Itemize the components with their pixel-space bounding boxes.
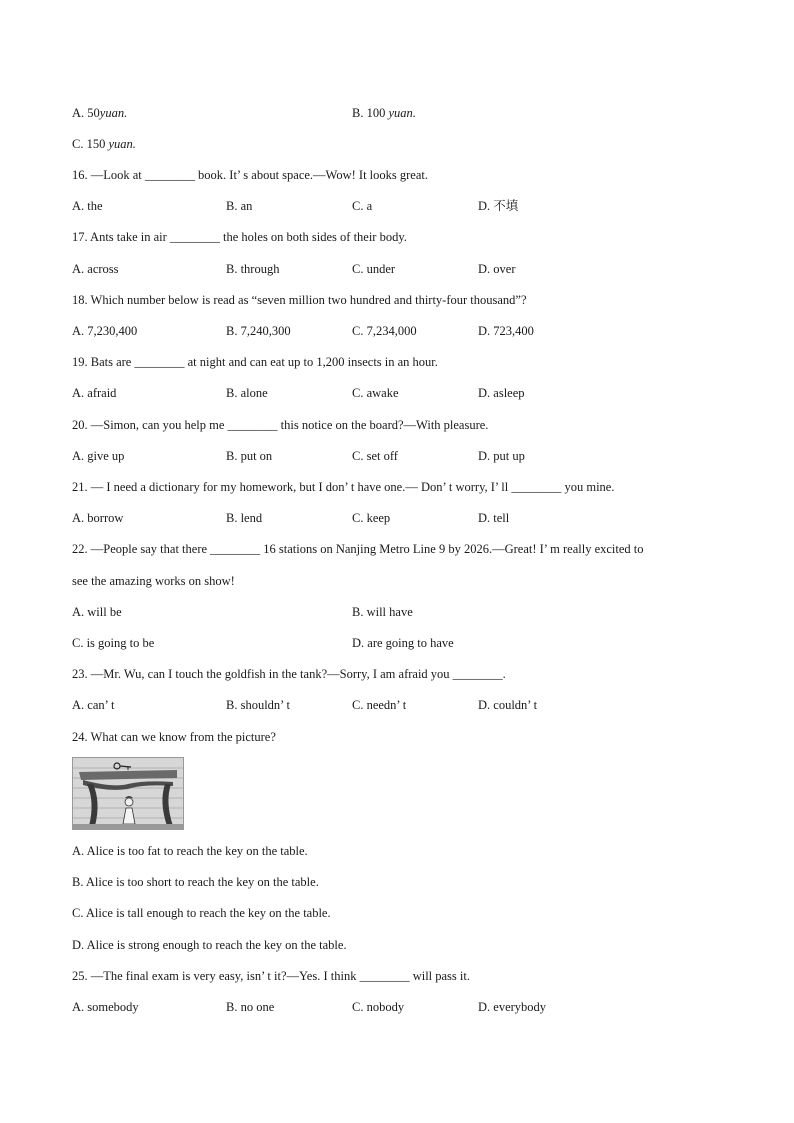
q15-option-a: A. 50yuan.	[72, 106, 128, 120]
q17-stem: 17. Ants take in air ________ the holes on both sides of their body.	[72, 230, 407, 244]
q25-option-c: C. nobody	[352, 1000, 405, 1014]
q21-stem: 21. — I need a dictionary for my homework, but I don’ t have one.— Don’ t worry, I’ ll ________ you mine.	[72, 480, 615, 494]
q21-option-c: C. keep	[352, 511, 391, 525]
q20-option-a: A. give up	[72, 449, 125, 463]
q25-option-b: B. no one	[226, 1000, 275, 1014]
q16-option-d: D. 不填	[478, 199, 519, 213]
q18-option-a: A. 7,230,400	[72, 324, 138, 338]
q24-option-d: D. Alice is strong enough to reach the key on the table.	[72, 938, 347, 952]
q25-option-a: A. somebody	[72, 1000, 139, 1014]
q18-options	[72, 322, 732, 340]
q19-option-d: D. asleep	[478, 386, 525, 400]
q19-stem: 19. Bats are ________ at night and can eat up to 1,200 insects in an hour.	[72, 355, 438, 369]
q19-option-b: B. alone	[226, 386, 268, 400]
q23-option-d: D. couldn’ t	[478, 698, 538, 712]
q17-options	[72, 260, 732, 278]
q18-option-b: B. 7,240,300	[226, 324, 291, 338]
q15-option-c: C. 150 yuan.	[72, 137, 136, 151]
q19-option-c: C. awake	[352, 386, 399, 400]
q20-option-d: D. put up	[478, 449, 525, 463]
q18-option-c: C. 7,234,000	[352, 324, 417, 338]
q22-option-d: D. are going to have	[352, 636, 454, 650]
q22-options-row-2	[72, 634, 732, 652]
q17-option-d: D. over	[478, 262, 516, 276]
q24-picture-alice-table-key	[72, 757, 184, 830]
q15-option-b: B. 100 yuan.	[352, 106, 416, 120]
q19-options	[72, 384, 732, 402]
alice-under-table-illustration	[73, 758, 183, 829]
q22-option-c: C. is going to be	[72, 636, 155, 650]
q23-option-b: B. shouldn’ t	[226, 698, 291, 712]
q20-stem: 20. —Simon, can you help me ________ this notice on the board?—With pleasure.	[72, 418, 489, 432]
q18-option-d: D. 723,400	[478, 324, 534, 338]
q24-option-c: C. Alice is tall enough to reach the key on the table.	[72, 906, 331, 920]
q20-option-c: C. set off	[352, 449, 398, 463]
q22-option-b: B. will have	[352, 605, 413, 619]
q16-option-a: A. the	[72, 199, 103, 213]
q22-options-row-1	[72, 603, 732, 621]
q22-option-a: A. will be	[72, 605, 122, 619]
q22-stem-line-2: see the amazing works on show!	[72, 574, 235, 588]
q17-option-c: C. under	[352, 262, 396, 276]
q18-stem: 18. Which number below is read as “seven million two hundred and thirty-four thousand”?	[72, 293, 527, 307]
q24-option-b: B. Alice is too short to reach the key on the table.	[72, 875, 319, 889]
q21-options	[72, 509, 732, 527]
q23-options	[72, 696, 732, 714]
q15-options-row-2	[72, 135, 732, 153]
q24-stem: 24. What can we know from the picture?	[72, 730, 276, 744]
q23-option-a: A. can’ t	[72, 698, 115, 712]
q21-option-b: B. lend	[226, 511, 263, 525]
q25-options	[72, 998, 732, 1016]
q17-option-b: B. through	[226, 262, 280, 276]
q15-options-row-1	[72, 104, 732, 122]
q20-options	[72, 447, 732, 465]
q21-option-d: D. tell	[478, 511, 510, 525]
q16-option-b: B. an	[226, 199, 253, 213]
q19-option-a: A. afraid	[72, 386, 117, 400]
q16-option-c: C. a	[352, 199, 373, 213]
q16-stem: 16. —Look at ________ book. It’ s about space.—Wow! It looks great.	[72, 168, 428, 182]
q23-option-c: C. needn’ t	[352, 698, 407, 712]
q23-stem: 23. —Mr. Wu, can I touch the goldfish in the tank?—Sorry, I am afraid you ________.	[72, 667, 506, 681]
q16-options	[72, 197, 732, 215]
q22-stem-line-1: 22. —People say that there ________ 16 stations on Nanjing Metro Line 9 by 2026.—Great! I’ m really excited to	[72, 542, 644, 556]
q21-option-a: A. borrow	[72, 511, 124, 525]
q25-stem: 25. —The final exam is very easy, isn’ t it?—Yes. I think ________ will pass it.	[72, 969, 470, 983]
q25-option-d: D. everybody	[478, 1000, 547, 1014]
q24-option-a: A. Alice is too fat to reach the key on the table.	[72, 844, 308, 858]
q20-option-b: B. put on	[226, 449, 273, 463]
q17-option-a: A. across	[72, 262, 119, 276]
